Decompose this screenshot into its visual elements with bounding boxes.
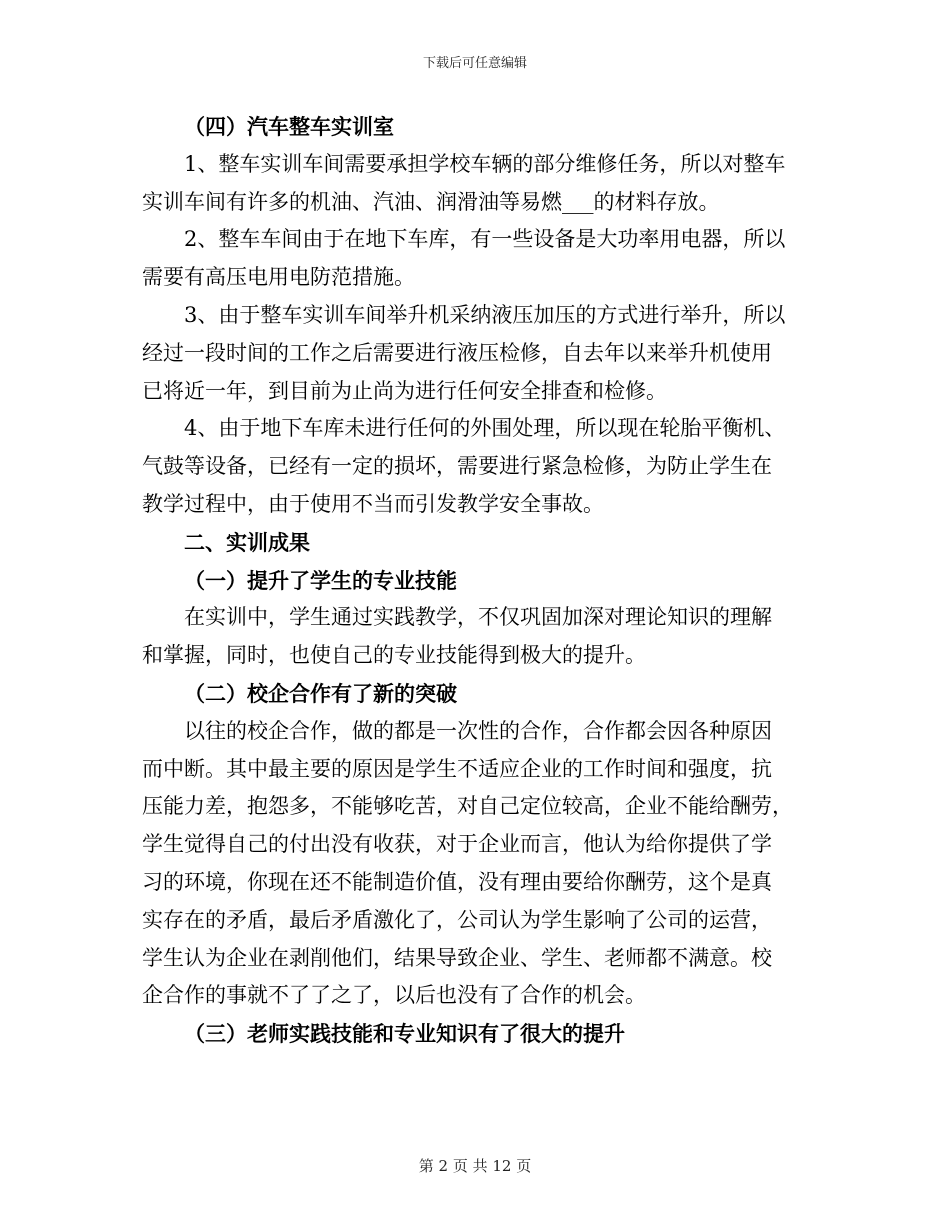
section-heading: （二）校企合作有了新的突破: [184, 680, 457, 706]
paragraph-line: 在实训中，学生通过实践教学，不仅巩固加深对理论知识的理解: [184, 605, 772, 630]
paragraph-line: 压能力差，抱怨多，不能够吃苦，对自己定位较高，企业不能给酬劳，: [142, 794, 793, 819]
paragraph-line: 3、由于整车实训车间举升机采纳液压加压的方式进行举升，所以: [184, 302, 786, 327]
paragraph-line: 经过一段时间的工作之后需要进行液压检修，自去年以来举升机使用: [142, 340, 772, 365]
document-body: [142, 108, 810, 1053]
section-heading: （一）提升了学生的专业技能: [184, 567, 457, 593]
section-heading: 二、实训成果: [184, 529, 310, 555]
paragraph-line: 需要有高压电用电防范措施。: [142, 265, 415, 290]
paragraph-line: 以往的校企合作，做的都是一次性的合作，合作都会因各种原因: [184, 718, 772, 743]
paragraph-line: 学生觉得自己的付出没有收获，对于企业而言，他认为给你提供了学: [142, 832, 772, 857]
paragraph-line: 实训车间有许多的机油、汽油、润滑油等易燃___的材料存放。: [142, 189, 720, 214]
paragraph-line: 2、整车车间由于在地下车库，有一些设备是大功率用电器，所以: [184, 227, 786, 252]
section-heading: （三）老师实践技能和专业知识有了很大的提升: [184, 1021, 625, 1047]
page-footer-number: 第 2 页 共 12 页: [418, 1157, 532, 1175]
page-header-note: 下载后可任意编辑: [422, 56, 527, 71]
paragraph-line: 和掌握，同时，也使自己的专业技能得到极大的提升。: [142, 643, 646, 668]
paragraph-line: 教学过程中，由于使用不当而引发教学安全事故。: [142, 491, 604, 516]
paragraph-line: 习的环境，你现在还不能制造价值，没有理由要给你酬劳，这个是真: [142, 869, 772, 894]
paragraph-line: 4、由于地下车库未进行任何的外围处理，所以现在轮胎平衡机、: [184, 416, 786, 441]
section-heading: （四）汽车整车实训室: [184, 114, 394, 139]
paragraph-line: 气鼓等设备，已经有一定的损坏，需要进行紧急检修，为防止学生在: [142, 454, 772, 479]
paragraph-line: 企合作的事就不了了之了，以后也没有了合作的机会。: [142, 983, 646, 1008]
paragraph-line: 学生认为企业在剥削他们，结果导致企业、学生、老师都不满意。校: [142, 945, 772, 970]
paragraph-line: 实存在的矛盾，最后矛盾激化了，公司认为学生影响了公司的运营，: [142, 907, 772, 932]
paragraph-line: 1、整车实训车间需要承担学校车辆的部分维修任务，所以对整车: [184, 151, 786, 176]
paragraph-line: 而中断。其中最主要的原因是学生不适应企业的工作时间和强度，抗: [142, 756, 772, 781]
paragraph-line: 已将近一年，到目前为止尚为进行任何安全排查和检修。: [142, 378, 667, 403]
